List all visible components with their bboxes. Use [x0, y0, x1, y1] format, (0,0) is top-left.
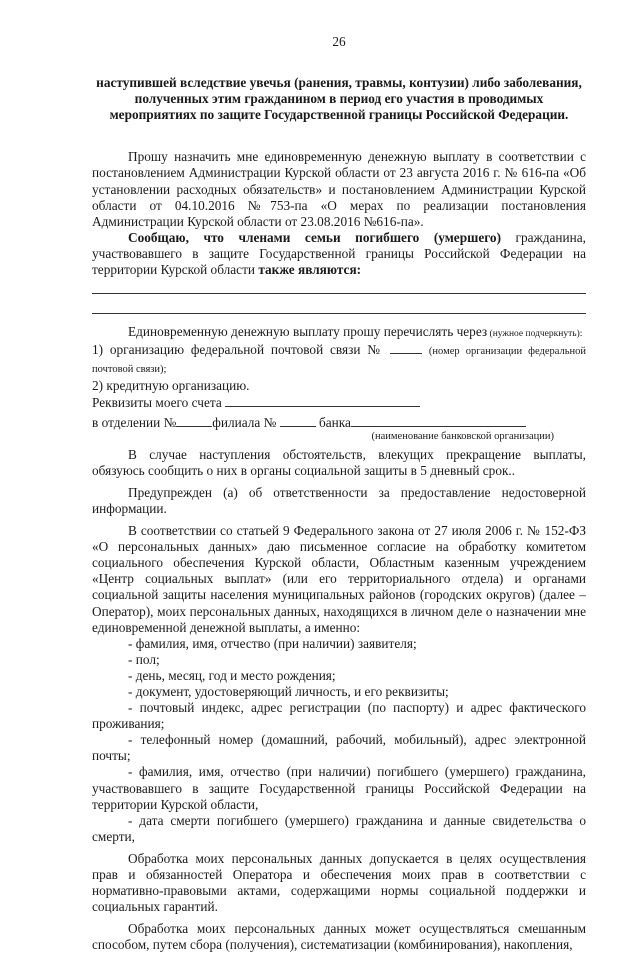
option-postal-hint: (номер организации федеральной почтовой связи); [92, 346, 587, 376]
account-details-row [92, 395, 586, 411]
branch-filial-label: филиала № [212, 414, 277, 430]
family-members-line-2[interactable] [92, 298, 586, 314]
data-item: - телефонный номер (домашний, рабочий, мобильный), адрес электронной почты; [92, 732, 586, 764]
data-item: - дата смерти погибшего (умершего) гражданина и данные свидетельства о смерти, [92, 812, 586, 844]
application-heading: наступившей вследствие увечья (ранения, травмы, контузии) либо заболевания, полученных этим гражданином в период его участия в проводимых мероприятиях по защите Государственной границы Российской Федерации. [96, 75, 582, 123]
account-details-label: Реквизиты моего счета [92, 394, 222, 410]
family-bold-end: также являются: [258, 262, 362, 278]
circumstances-paragraph: В случае наступления обстоятельств, влекущих прекращение выплаты, обязуюсь сообщить о них в органы социальной защиты в 5 дневный срок.. [92, 446, 586, 478]
bank-name-blank[interactable] [351, 415, 526, 427]
branch-office-blank[interactable] [176, 415, 212, 427]
bank-name-caption: (наименование банковской организации) [371, 430, 554, 442]
branch-office-label: в отделении № [92, 414, 177, 430]
option-postal[interactable] [92, 342, 586, 378]
data-item: - день, месяц, год и место рождения; [128, 667, 336, 683]
postal-number-blank[interactable] [390, 342, 422, 354]
data-item: - фамилия, имя, отчество (при наличии) заявителя; [128, 635, 417, 651]
payment-method-line [92, 324, 586, 342]
option-postal-text: 1) организацию федеральной почтовой связи № [92, 342, 384, 358]
data-item: - почтовый индекс, адрес регистрации (по паспорту) и адрес фактического проживания; [92, 700, 586, 732]
account-number-blank[interactable] [225, 395, 420, 407]
family-members-paragraph [92, 230, 586, 278]
request-paragraph: Прошу назначить мне единовременную денежную выплату в соответствии с постановлением Администрации Курской области от 23 августа 2016 г. № 616-па «Об установлении расходных обязательств» и постановлением Администрации Курской области от 04.10.2016 №753-па «О мерах по реализации постановления Администрации Курской области от 23.08.2016 №616-па». [92, 149, 586, 229]
family-members-line-1[interactable] [92, 278, 586, 294]
data-item: - пол; [128, 651, 160, 667]
branch-filial-blank[interactable] [280, 415, 316, 427]
family-bold-start: Сообщаю, что членами семьи погибшего (умершего) [128, 229, 502, 245]
page-number: 26 [332, 34, 346, 49]
data-item: - фамилия, имя, отчество (при наличии) погибшего (умершего) гражданина, участвовавшего в защите Государственной границы Российской Федерации на территории Курской области, [92, 764, 586, 812]
branch-bank-label: банка [319, 414, 351, 430]
warning-paragraph: Предупрежден (а) об ответственности за предоставление недостоверной информации. [92, 484, 586, 516]
payment-method-text: Единовременную денежную выплату прошу перечислять через [128, 324, 488, 340]
payment-method-hint: (нужное подчеркнуть): [487, 329, 583, 340]
family-middle: гражданина, участвовавшего в защите Государственной границы Российской Федерации на территории Курской области [92, 229, 586, 278]
branch-row [92, 415, 586, 431]
data-item: - документ, удостоверяющий личность, и его реквизиты; [128, 684, 449, 699]
processing-purpose-paragraph: Обработка моих персональных данных допускается в целях осуществления прав и обязанностей Оператора и обеспечения моих прав в соответствии с нормативно-правовыми актами, содержащими нормы социальной поддержки и социальных гарантий. [92, 850, 586, 915]
consent-paragraph: В соответствии со статьей 9 Федерального закона от 27 июля 2006 г. № 152-ФЗ «О персональных данных» даю письменное согласие на обработку комитетом социального обеспечения Курской области, Областным казенным учреждением «Центр социальных выплат» (или его территориального отдела) и органами социальной защиты населения муниципальных районов (городских округов) (далее – Оператор), моих персональных данных, находящихся в личном деле о назначении мне единовременной денежной выплаты, а именно: [92, 523, 586, 635]
option-credit[interactable]: 2) кредитную организацию. [92, 378, 250, 394]
processing-method-paragraph: Обработка моих персональных данных может осуществляться смешанным способом, путем сбора (получения), систематизации (комбинирования), накопления, [92, 921, 586, 953]
